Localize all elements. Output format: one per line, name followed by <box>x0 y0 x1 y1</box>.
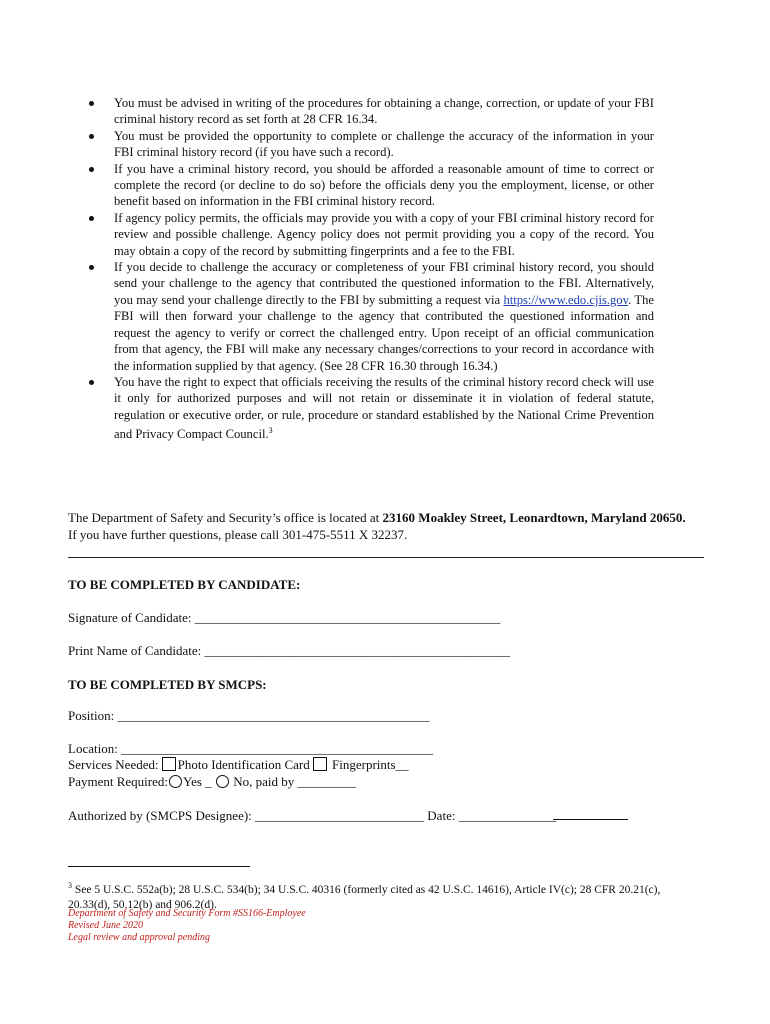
payment-yes-radio[interactable] <box>169 775 182 788</box>
print-name-field[interactable] <box>68 643 510 659</box>
footnote-ref: 3 <box>268 426 273 436</box>
legal-status: Legal review and approval pending <box>68 932 211 943</box>
print-name-label: Print Name of Candidate: <box>68 643 205 658</box>
services-label: Services Needed: <box>68 757 159 772</box>
authorized-label: Authorized by (SMCPS Designee): <box>68 808 256 823</box>
authorized-by-row <box>68 808 628 824</box>
photo-id-label: Photo Identification Card <box>177 757 310 772</box>
dept-phone-info: If you have further questions, please call 301-475-5511 X 32237. <box>68 527 408 542</box>
footnote-rule <box>68 866 250 867</box>
bullet-text: . The FBI will then forward your challenge to the agency that contributed the questioned information and request the agency to verify or correct the challenged entry. Upon receipt of an official communication from that agency, the FBI will make any necessary changes/corrections to your record in accordance with the information supplied by that agency. (See 28 CFR 16.30 through 16.34.) <box>114 292 654 373</box>
dept-prefix: The Department of Safety and Security’s office is located at <box>68 510 383 525</box>
bullet-item <box>88 259 654 374</box>
photo-id-checkbox[interactable] <box>162 757 176 771</box>
bullet-icon <box>89 101 94 106</box>
bullet-text: If agency policy permits, the officials may provide you with a copy of your FBI criminal history record for review and possible challenge. Agency policy does not permit providing you a copy of the record. You may obtain a copy of the record by submitting fingerprints and a fee to the FBI. <box>114 210 654 258</box>
payment-label: Payment Required: <box>68 774 169 789</box>
date-underline <box>553 819 628 820</box>
dept-address: 23160 Moakley Street, Leonardtown, Maryland 20650. <box>382 510 686 525</box>
smcps-heading: TO BE COMPLETED BY SMCPS: <box>68 677 267 692</box>
payment-no-label: No, paid by _________ <box>233 774 356 789</box>
form-number: Department of Safety and Security Form #SS166-Employee <box>68 908 306 919</box>
signature-line[interactable]: _______________________________________________ <box>194 610 501 625</box>
location-line[interactable]: ________________________________________________ <box>121 741 434 756</box>
bullet-icon <box>89 380 94 385</box>
bullet-item <box>88 374 654 443</box>
payment-no-radio[interactable] <box>216 775 229 788</box>
bullet-icon <box>89 167 94 172</box>
rights-bullet-list <box>88 95 654 443</box>
authorized-line[interactable]: _________________________ <box>255 808 418 823</box>
section-divider <box>68 557 704 558</box>
bullet-icon <box>89 265 94 270</box>
candidate-heading: TO BE COMPLETED BY CANDIDATE: <box>68 577 301 592</box>
bullet-text: You must be provided the opportunity to complete or challenge the accuracy of the information in your FBI criminal history record (if you have such a record). <box>114 128 654 160</box>
position-label: Position: <box>68 708 118 723</box>
position-line[interactable]: ________________________________________________ <box>117 708 430 723</box>
bullet-item <box>88 161 654 210</box>
edo-cjis-link[interactable]: https://www.edo.cjis.gov <box>503 292 629 307</box>
fingerprints-label: Fingerprints__ <box>332 757 409 772</box>
services-needed-row <box>68 757 409 773</box>
date-line[interactable]: _______________ <box>458 808 557 823</box>
location-field[interactable] <box>68 741 433 757</box>
position-field[interactable] <box>68 708 430 724</box>
fingerprints-checkbox[interactable] <box>313 757 327 771</box>
bullet-icon <box>89 216 94 221</box>
bullet-item <box>88 95 654 128</box>
department-office-info <box>68 509 688 543</box>
bullet-icon <box>89 134 94 139</box>
signature-field[interactable] <box>68 610 500 626</box>
payment-yes-label: Yes _ <box>183 774 212 789</box>
bullet-text: You must be advised in writing of the procedures for obtaining a change, correction, or update of your FBI criminal history record as set forth at 28 CFR 16.34. <box>114 96 654 127</box>
bullet-text: If you decide to challenge the accuracy or completeness of your FBI criminal history record, you should send your challenge to the agency that contributed the questioned information to the FBI. Alternatively, you may send your challenge directly to the FBI by submitting a request via <box>114 260 654 307</box>
bullet-item <box>88 210 654 259</box>
bullet-text: If you have a criminal history record, you should be afforded a reasonable amount of time to correct or complete the record (or decline to do so) before the officials deny you the employment, license, or other benefit based on information in the FBI criminal history record. <box>114 161 654 209</box>
form-identifier <box>68 908 306 944</box>
signature-label: Signature of Candidate: <box>68 610 195 625</box>
print-name-line[interactable]: _______________________________________________ <box>204 643 510 658</box>
location-label: Location: <box>68 741 122 756</box>
bullet-item <box>88 128 654 161</box>
revision-date: Revised June 2020 <box>68 920 143 931</box>
footnote-text: See 5 U.S.C. 552a(b); 28 U.S.C. 534(b); 34 U.S.C. 40316 (formerly cited as 42 U.S.C. 14616), Article IV(c); 28 CFR 20.21(c), 20.33(d), 50.12(b) and 906.2(d). <box>68 883 661 911</box>
bullet-text: You have the right to expect that officials receiving the results of the criminal history record check will use it only for authorized purposes and will not retain or disseminate it in violation of federal statute, regulation or executive order, or rule, procedure or standard established by the National Crime Prevention and Privacy Compact Council. <box>114 374 654 442</box>
footnote-number: 3 <box>68 881 72 890</box>
date-label: _ Date: <box>417 808 459 823</box>
payment-required-row <box>68 774 356 790</box>
